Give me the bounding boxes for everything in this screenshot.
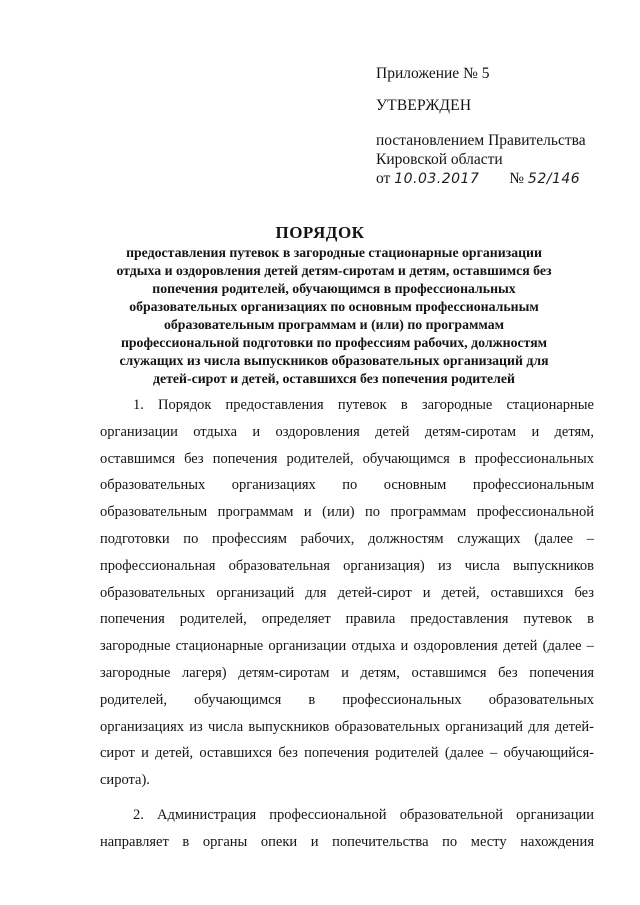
body-line: профессиональная образовательная организация) из числа выпускников bbox=[100, 557, 594, 574]
subtitle-line: образовательных организациях по основным профессиональным bbox=[129, 299, 539, 314]
subtitle-line: отдыха и оздоровления детей детям-сиротам и детям, оставшимся без bbox=[116, 263, 552, 278]
body-line: родителей, обучающимся в профессиональных образовательных bbox=[100, 691, 594, 708]
body-line: загородные лагеря) детям-сиротам и детям, оставшимся без попечения bbox=[100, 664, 594, 681]
body-line: направляет в органы опеки и попечительства по месту нахождения bbox=[100, 833, 594, 850]
decree-date-row bbox=[376, 169, 626, 189]
handwritten-date: 10.03.2017 bbox=[394, 171, 480, 187]
body-line: образовательных организаций для детей-сирот и детей, оставшихся без bbox=[100, 584, 594, 601]
decree-block bbox=[376, 131, 626, 189]
subtitle-line: предоставления путевок в загородные стационарные организации bbox=[126, 245, 542, 260]
decree-line: Кировской области bbox=[376, 151, 503, 168]
paragraph-2 bbox=[100, 802, 594, 856]
body-line: сирота). bbox=[100, 772, 150, 789]
subtitle-line: служащих из числа выпускников образовательных организаций для bbox=[119, 353, 549, 368]
body-line: организациях из числа выпускников образовательных организаций для детей- bbox=[100, 718, 594, 735]
body-line: 1. Порядок предоставления путевок в загородные стационарные bbox=[133, 397, 594, 413]
body-line: оставшимся без попечения родителей, обучающимся в профессиональных bbox=[100, 450, 594, 467]
body-line: сирот и детей, оставшихся без попечения родителей (далее – обучающийся- bbox=[100, 745, 594, 762]
appendix-label: Приложение № 5 bbox=[376, 65, 490, 82]
body-line: подготовки по профессиям рабочих, должностям служащих (далее – bbox=[100, 530, 594, 547]
subtitle-line: образовательным программам и (или) по программам bbox=[163, 317, 505, 332]
document-subtitle bbox=[96, 244, 572, 388]
body-line: 2. Администрация профессиональной образовательной организации bbox=[133, 806, 594, 823]
subtitle-line: детей-сирот и детей, оставшихся без попечения родителей bbox=[153, 371, 515, 386]
approved-stamp-text: УТВЕРЖДЕН bbox=[376, 97, 472, 114]
body-line: попечения родителей, определяет правила предоставления путевок в bbox=[100, 611, 594, 628]
body-line: образовательных организациях по основным профессиональным bbox=[100, 477, 594, 494]
body-line: образовательным программам и (или) по программам профессиональной bbox=[100, 504, 594, 521]
document-body bbox=[100, 392, 594, 856]
body-line: загородные стационарные организации отдыха и оздоровления детей (далее – bbox=[100, 638, 594, 655]
handwritten-number: 52/146 bbox=[527, 171, 581, 187]
document-title: ПОРЯДОК bbox=[275, 223, 365, 242]
body-line: организации отдыха и оздоровления детей детям-сиротам и детям, bbox=[100, 423, 594, 440]
subtitle-line: профессиональной подготовки по профессиям рабочих, должностям bbox=[120, 335, 548, 350]
paragraph-1 bbox=[100, 392, 594, 794]
date-prefix: от bbox=[376, 170, 391, 187]
number-prefix: № bbox=[509, 170, 525, 187]
decree-line: постановлением Правительства bbox=[376, 132, 586, 149]
subtitle-line: попечения родителей, обучающимся в профессиональных bbox=[152, 281, 516, 296]
